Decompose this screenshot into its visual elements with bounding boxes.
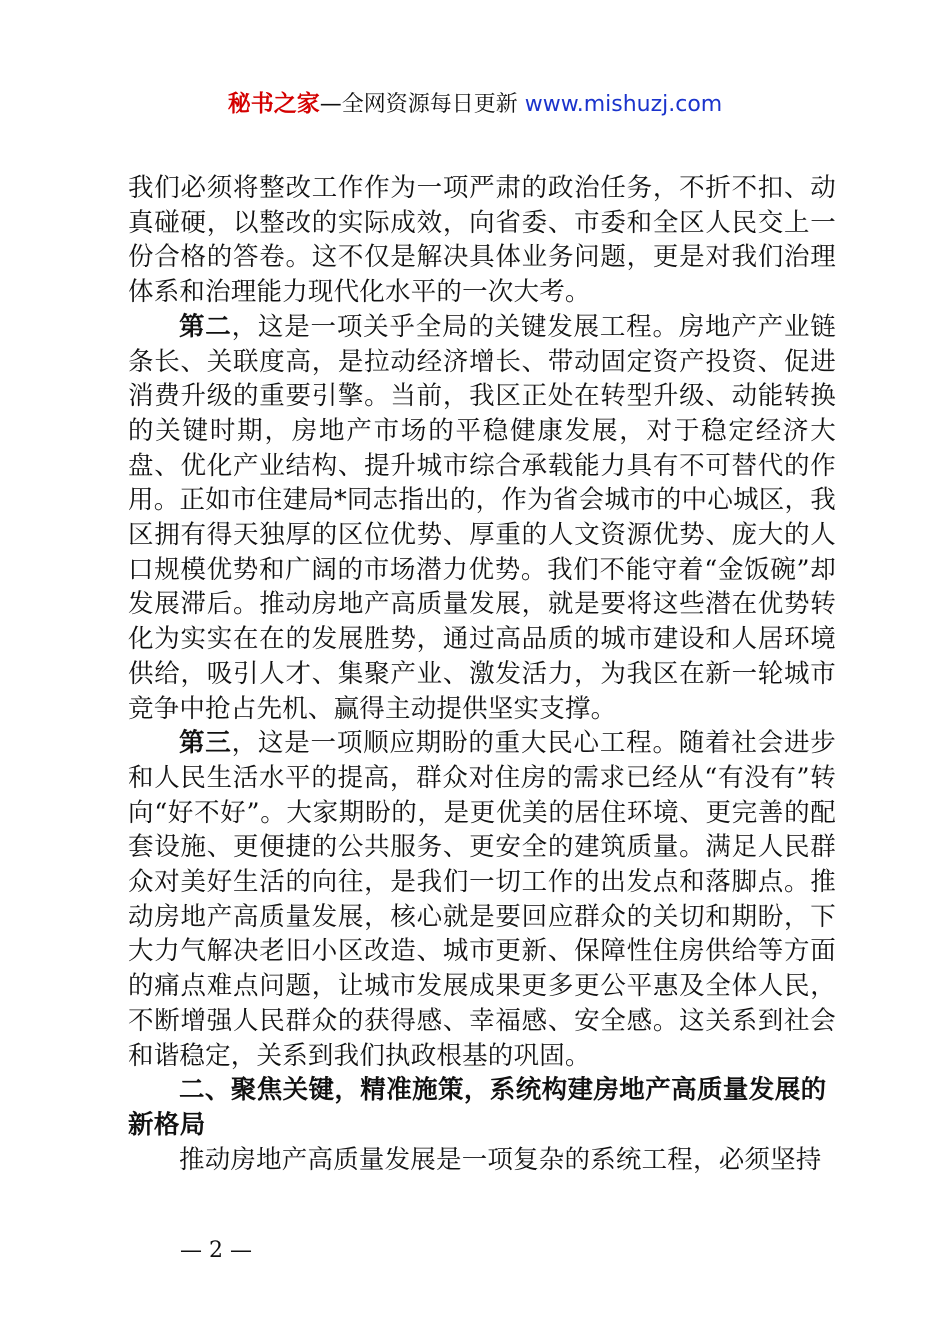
paragraph-3-text: ，这是一项顺应期盼的重大民心工程。随着社会进步和人民生活水平的提高，群众对住房的需求已经从“有没有”转向“好不好”。大家期盼的，是更优美的居住环境、更完善的配套设施、更便捷的公共服务、更安全的建筑质量。满足人民群众对美好生活的向往，是我们一切工作的出发点和落脚点。推动房地产高质量发展，核心就是要回应群众的关切和期盼，下大力气解决老旧小区改造、城市更新、保障性住房供给等方面的痛点难点问题，让城市发展成果更多更公平惠及全体人民，不断增强人民群众的获得感、幸福感、安全感。这关系到社会和谐稳定，关系到我们执政根基的巩固。 [128,728,836,1071]
site-header [0,88,950,121]
paragraph-1: 我们必须将整改工作作为一项严肃的政治任务，不折不扣、动真碰硬，以整改的实际成效，向省委、市委和全区人民交上一份合格的答卷。这不仅是解决具体业务问题，更是对我们治理体系和治理能力现代化水平的一次大考。 [128,173,836,308]
section-heading-2: 二、聚焦关键，精准施策，系统构建房地产高质量发展的新格局 [128,1075,827,1140]
paragraph-2-lead: 第二 [179,311,232,342]
paragraph-4: 推动房地产高质量发展是一项复杂的系统工程，必须坚持 [179,1144,822,1175]
paragraph-3-lead: 第三 [179,728,232,759]
site-url-link[interactable]: www.mishuzj.com [524,92,723,117]
document-body [128,171,836,1177]
paragraph-2-text: ，这是一项关乎全局的关键发展工程。房地产产业链条长、关联度高，是拉动经济增长、带动固定资产投资、促进消费升级的重要引擎。当前，我区正处在转型升级、动能转换的关键时期，房地产市场的平稳健康发展，对于稳定经济大盘、优化产业结构、提升城市综合承载能力具有不可替代的作用。正如市住建局*同志指出的，作为省会城市的中心城区，我区拥有得天独厚的区位优势、厚重的人文资源优势、庞大的人口规模优势和广阔的市场潜力优势。我们不能守着“金饭碗”却发展滞后。推动房地产高质量发展，就是要将这些潜在优势转化为实实在在的发展胜势，通过高品质的城市建设和人居环境供给，吸引人才、集聚产业、激发活力，为我区在新一轮城市竞争中抢占先机、赢得主动提供坚实支撑。 [128,311,836,724]
site-tagline: —全网资源每日更新 [319,92,525,117]
page-number: — 2 — [180,1238,252,1263]
site-brand: 秘书之家 [227,91,320,117]
paragraph-2 [128,310,836,726]
paragraph-3 [128,726,836,1073]
